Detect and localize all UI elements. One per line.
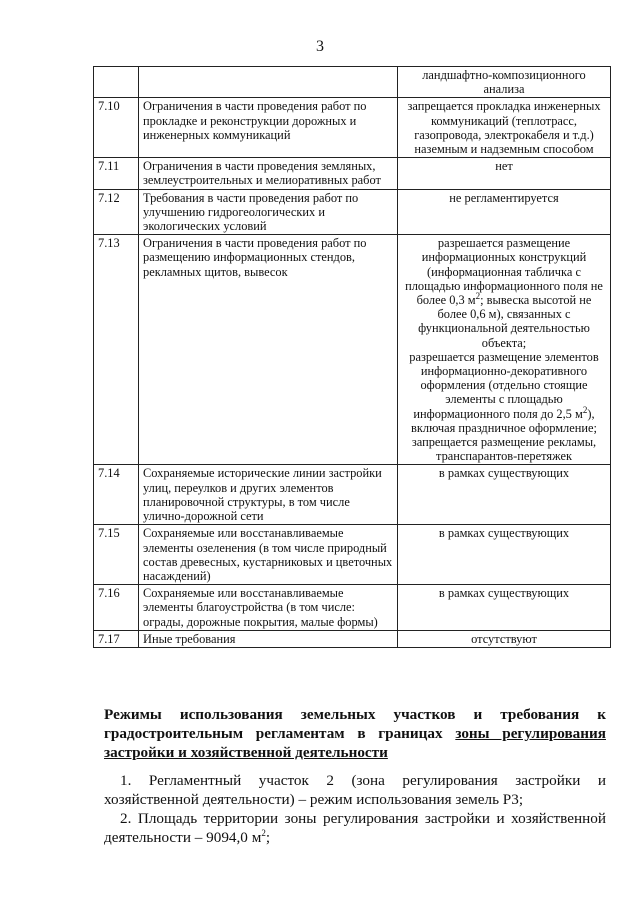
row-number: 7.15 [94, 525, 139, 585]
table-row [94, 158, 611, 189]
regulations-table [93, 66, 611, 648]
row-number: 7.10 [94, 98, 139, 158]
table-row [94, 525, 611, 585]
row-number: 7.12 [94, 189, 139, 235]
table-row [94, 98, 611, 158]
row-name: Иные требования [139, 630, 398, 647]
row-name [139, 67, 398, 98]
row-value: отсутствуют [398, 630, 611, 647]
paragraph-1: 1. Регламентный участок 2 (зона регулирования застройки и хозяйственной деятельности) – режим использования земель Р3; [104, 772, 606, 808]
row-name: Требования в части проведения работ по улучшению гидрогеологических и экологических условий [139, 189, 398, 235]
page-number: 3 [316, 38, 324, 55]
row-value: в рамках существующих [398, 525, 611, 585]
row-name: Сохраняемые или восстанавливаемые элементы благоустройства (в том числе: ограды, дорожные покрытия, малые формы) [139, 585, 398, 631]
row-number: 7.14 [94, 465, 139, 525]
table-row [94, 585, 611, 631]
row-value: нет [398, 158, 611, 189]
underlined-zone-name: зоны регулирования застройки и хозяйственной деятельности [104, 725, 606, 761]
row-number: 7.16 [94, 585, 139, 631]
section-heading: Режимы использования земельных участков и требования к градостроительным регламентам в границах зоны регулирования застройки и хозяйственной деятельности [104, 706, 606, 761]
row-name: Ограничения в части проведения земляных, землеустроительных и мелиоративных работ [139, 158, 398, 189]
row-value: запрещается прокладка инженерных коммуникаций (теплотрасс, газопровода, электрокабеля и т.д.) наземным и надземным способом [398, 98, 611, 158]
row-name: Ограничения в части проведения работ по размещению информационных стендов, рекламных щитов, вывесок [139, 235, 398, 465]
row-name: Сохраняемые или восстанавливаемые элементы озеленения (в том числе природный состав древесных, кустарниковых и цветочных насаждений) [139, 525, 398, 585]
paragraph-2: 2. Площадь территории зоны регулирования застройки и хозяйственной деятельности – 9094,0 $м^2$; [104, 810, 606, 846]
table-row [94, 235, 611, 465]
row-name: Ограничения в части проведения работ по прокладке и реконструкции дорожных и инженерных коммуникаций [139, 98, 398, 158]
row-value: разрешается размещение информационных конструкций (информационная табличка с площадью информационного поля не более 0,3 $м^2$; вывеска высотой не более 0,6 м), связанных с функциональной деятельностью объекта; разрешается размещение элементов информационно-декоративного оформления (отдельно стоящие элементы с площадью информационного поля до 2,5 $м^2$), включая праздничное оформление; запрещается размещение рекламы, транспарантов-перетяжек [398, 235, 611, 465]
row-number: 7.17 [94, 630, 139, 647]
row-number: 7.13 [94, 235, 139, 465]
row-value: ландшафтно-композиционного анализа [398, 67, 611, 98]
row-value: не регламентируется [398, 189, 611, 235]
row-number: 7.11 [94, 158, 139, 189]
table-row [94, 630, 611, 647]
table-row [94, 189, 611, 235]
table-row [94, 67, 611, 98]
row-value: в рамках существующих [398, 465, 611, 525]
row-value: в рамках существующих [398, 585, 611, 631]
row-name: Сохраняемые исторические линии застройки улиц, переулков и других элементов планировочной структуры, в том числе улично-дорожной сети [139, 465, 398, 525]
row-number [94, 67, 139, 98]
table-row [94, 465, 611, 525]
